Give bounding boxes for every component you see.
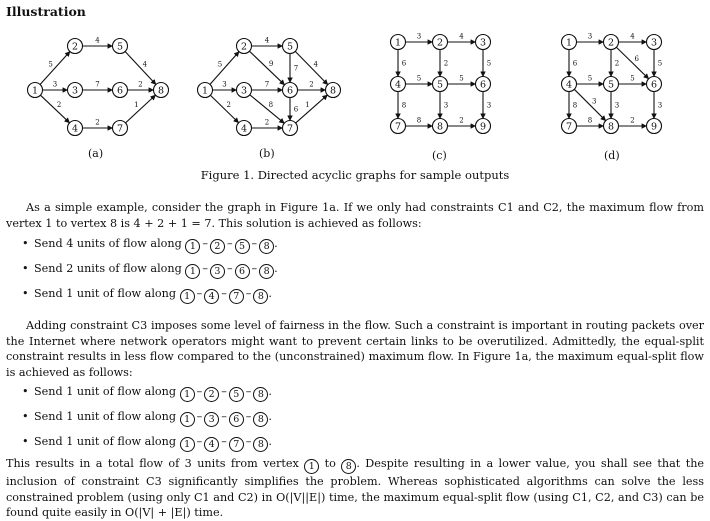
vertex-circle: 1 [180, 412, 195, 427]
edge-weight: 4 [142, 60, 148, 69]
vertex-label: 3 [479, 37, 487, 49]
path-separator: – [226, 237, 233, 250]
edge-weight: 2 [614, 59, 620, 68]
path-separator: – [196, 385, 203, 398]
list-item-text: Send 2 units of flow along [34, 262, 186, 275]
edge-weight: 6 [634, 55, 639, 64]
vertex-circle: 1 [180, 387, 195, 402]
list-item [22, 234, 278, 259]
path-separator: – [202, 262, 208, 275]
period: . [268, 435, 272, 448]
figure-graphs [0, 22, 710, 162]
section-heading: Illustration [6, 4, 86, 19]
vertex-label: 4 [394, 79, 402, 91]
vertex-circle: 4 [204, 289, 219, 304]
figure-label-c: (c) [432, 149, 447, 162]
flow-list-unconstrained [22, 234, 278, 309]
figure-caption: Figure 1. Directed acyclic graphs for sample outputs [200, 168, 510, 182]
edge-weight: 3 [52, 80, 58, 89]
paragraph-3-pre: This results in a total flow of 3 units from vertex [6, 457, 299, 470]
vertex-label: 6 [479, 79, 487, 91]
edge-weight: 4 [264, 36, 270, 45]
edge-weight: 6 [572, 59, 578, 68]
vertex-circle: 6 [235, 264, 250, 279]
graph-0 [28, 37, 169, 136]
edge-weight: 2 [264, 118, 270, 127]
vertex-circle: 8 [259, 264, 274, 279]
edge-weight: 2 [459, 116, 464, 125]
bullet-icon: • [22, 262, 29, 275]
vertex-circle: 8 [341, 459, 356, 474]
vertex-circle: 8 [253, 437, 268, 452]
edge-weight: 7 [264, 80, 270, 89]
edge-7-8 [293, 95, 328, 123]
paragraph-3-mid: to [324, 457, 336, 470]
vertex-circle: 5 [229, 387, 244, 402]
vertex-circle: 1 [304, 459, 319, 474]
vertex-label: 7 [286, 123, 294, 135]
vertex-circle: 4 [204, 437, 219, 452]
edge-weight: 5 [459, 74, 464, 83]
edge-weight: 8 [572, 101, 578, 110]
vertex-label: 5 [607, 79, 615, 91]
edge-1-4 [210, 95, 238, 123]
vertex-circle: 3 [204, 412, 219, 427]
edge-weight: 3 [486, 101, 492, 110]
edge-weight: 4 [459, 32, 464, 41]
edge-weight: 3 [587, 32, 593, 41]
path-separator: – [245, 435, 252, 448]
edge-weight: 6 [293, 105, 299, 114]
vertex-label: 7 [394, 121, 402, 133]
vertex-circle: 3 [210, 264, 225, 279]
edge-weight: 5 [217, 60, 223, 69]
path-separator: – [245, 410, 252, 423]
edge-weight: 2 [443, 59, 449, 68]
edge-weight: 8 [416, 116, 422, 125]
edge-weight: 5 [486, 59, 492, 68]
vertex-label: 1 [31, 85, 39, 97]
edge-weight: 1 [305, 101, 310, 110]
bullet-icon: • [22, 410, 29, 423]
path-separator: – [245, 385, 252, 398]
edge-weight: 5 [657, 59, 663, 68]
list-item-text: Send 4 units of flow along [34, 237, 186, 250]
vertex-label: 1 [201, 85, 209, 97]
vertex-circle: 5 [235, 239, 250, 254]
period: . [268, 385, 272, 398]
edge-weight: 3 [592, 97, 597, 106]
bullet-icon: • [22, 237, 29, 250]
vertex-circle: 2 [204, 387, 219, 402]
figure-label-b: (b) [259, 147, 275, 160]
path-separator: – [221, 385, 227, 398]
vertex-label: 6 [650, 79, 658, 91]
vertex-label: 5 [286, 41, 294, 53]
vertex-label: 8 [329, 85, 337, 97]
list-item [22, 407, 272, 432]
edge-weight: 3 [416, 32, 422, 41]
vertex-label: 2 [71, 41, 79, 53]
period: . [268, 287, 272, 300]
paragraph-3-post: . Despite resulting in a lower value, you shall see that the inclusion of constraint C3 significantly simplifies the problem. Whereas sophisticated algorithms can solve the less constrained problem (using only C1 and C2) in O(|V||E|) time, the maximum equal-split flow (using C1, C2, and C3) can be found quite easily in O(|V| + |E|) time. [6, 457, 705, 520]
vertex-label: 4 [565, 79, 573, 91]
vertex-label: 3 [240, 85, 248, 97]
edge-weight: 8 [268, 100, 274, 109]
list-item-text: Send 1 unit of flow along [34, 287, 180, 300]
vertex-label: 2 [607, 37, 615, 49]
edge-weight: 2 [309, 80, 314, 89]
edge-weight: 2 [56, 101, 62, 110]
path-separator: – [221, 435, 227, 448]
figure-label-d: (d) [604, 149, 620, 162]
vertex-label: 6 [286, 85, 294, 97]
vertex-circle: 1 [180, 289, 195, 304]
edge-weight: 4 [313, 60, 319, 69]
edge-weight: 9 [268, 60, 274, 69]
vertex-circle: 2 [210, 239, 225, 254]
vertex-label: 8 [436, 121, 444, 133]
figure-label-a: (a) [88, 147, 104, 160]
edge-weight: 7 [95, 80, 100, 89]
path-separator: – [196, 435, 203, 448]
vertex-circle: 7 [229, 289, 244, 304]
list-item-text: Send 1 unit of flow along [34, 435, 180, 448]
list-item [22, 284, 278, 309]
vertex-label: 6 [116, 85, 124, 97]
bullet-icon: • [22, 287, 29, 300]
vertex-label: 7 [565, 121, 573, 133]
vertex-circle: 7 [229, 437, 244, 452]
edge-weight: 3 [614, 101, 620, 110]
vertex-circle: 8 [253, 412, 268, 427]
edge-weight: 5 [416, 74, 422, 83]
vertex-circle: 1 [185, 239, 200, 254]
edge-1-4 [40, 95, 69, 123]
vertex-label: 4 [240, 123, 248, 135]
edge-1-2 [210, 52, 239, 85]
edge-weight: 8 [401, 101, 407, 110]
path-separator: – [221, 410, 227, 423]
vertex-label: 3 [71, 85, 79, 97]
vertex-circle: 1 [185, 264, 200, 279]
vertex-label: 8 [157, 85, 165, 97]
graph-1 [198, 37, 341, 136]
edge-weight: 5 [587, 74, 593, 83]
path-separator: – [196, 410, 203, 423]
vertex-circle: 8 [259, 239, 274, 254]
vertex-circle: 6 [229, 412, 244, 427]
path-separator: – [251, 262, 258, 275]
edge-weight: 3 [443, 101, 449, 110]
path-separator: – [226, 262, 233, 275]
edge-weight: 5 [630, 74, 635, 83]
period: . [274, 237, 278, 250]
vertex-label: 8 [607, 121, 615, 133]
edge-weight: 4 [630, 32, 635, 41]
list-item-text: Send 1 unit of flow along [34, 410, 180, 423]
edge-weight: 1 [134, 101, 139, 110]
vertex-circle: 8 [253, 289, 268, 304]
path-separator: – [202, 237, 208, 250]
vertex-label: 2 [240, 41, 248, 53]
path-separator: – [251, 237, 258, 250]
vertex-label: 9 [650, 121, 658, 133]
list-item [22, 382, 272, 407]
vertex-label: 7 [116, 123, 124, 135]
path-separator: – [221, 287, 227, 300]
vertex-label: 4 [71, 123, 79, 135]
path-separator: – [196, 287, 203, 300]
edge-weight: 7 [293, 64, 299, 73]
vertex-label: 9 [479, 121, 487, 133]
edge-weight: 2 [95, 118, 100, 127]
vertex-label: 3 [650, 37, 658, 49]
paragraph-3 [6, 456, 704, 521]
edge-weight: 8 [587, 116, 593, 125]
paragraph-2 [6, 318, 704, 380]
list-item [22, 432, 272, 457]
vertex-label: 1 [394, 37, 402, 49]
edge-weight: 3 [657, 101, 663, 110]
paragraph-1 [6, 200, 704, 231]
vertex-label: 5 [436, 79, 444, 91]
vertex-label: 5 [116, 41, 124, 53]
path-separator: – [245, 287, 252, 300]
period: . [268, 410, 272, 423]
vertex-circle: 1 [180, 437, 195, 452]
period: . [274, 262, 278, 275]
bullet-icon: • [22, 435, 29, 448]
edge-weight: 4 [95, 36, 100, 45]
edge-weight: 2 [138, 80, 143, 89]
vertex-label: 1 [565, 37, 573, 49]
vertex-circle: 8 [253, 387, 268, 402]
edge-weight: 2 [226, 101, 231, 110]
bullet-icon: • [22, 385, 29, 398]
vertex-label: 2 [436, 37, 444, 49]
graph-3 [562, 33, 663, 134]
graph-2 [391, 33, 492, 134]
flow-list-equal-split [22, 382, 272, 457]
edge-1-2 [40, 52, 70, 85]
paragraph-2-text: Adding constraint C3 imposes some level of fairness in the flow. Such a constraint is important in routing packets over the Internet where network operators might want to prevent certain links to be overutilized. Admittedly, the equal-split constraint results in less flow compared to the (unconstrained) maximum flow. In Figure 1a, the maximum equal-split flow is achieved as follows: [6, 319, 704, 379]
list-item-text: Send 1 unit of flow along [34, 385, 180, 398]
edge-weight: 5 [48, 60, 53, 69]
edge-weight: 6 [401, 59, 407, 68]
paragraph-1-text: As a simple example, consider the graph in Figure 1a. If we only had constraints C1 and C2, the maximum flow from vertex 1 to vertex 8 is 4 + 2 + 1 = 7. This solution is achieved as follows: [6, 201, 704, 230]
edge-weight: 3 [222, 80, 227, 89]
edge-weight: 2 [630, 116, 635, 125]
list-item [22, 259, 278, 284]
edge-7-8 [126, 95, 156, 123]
